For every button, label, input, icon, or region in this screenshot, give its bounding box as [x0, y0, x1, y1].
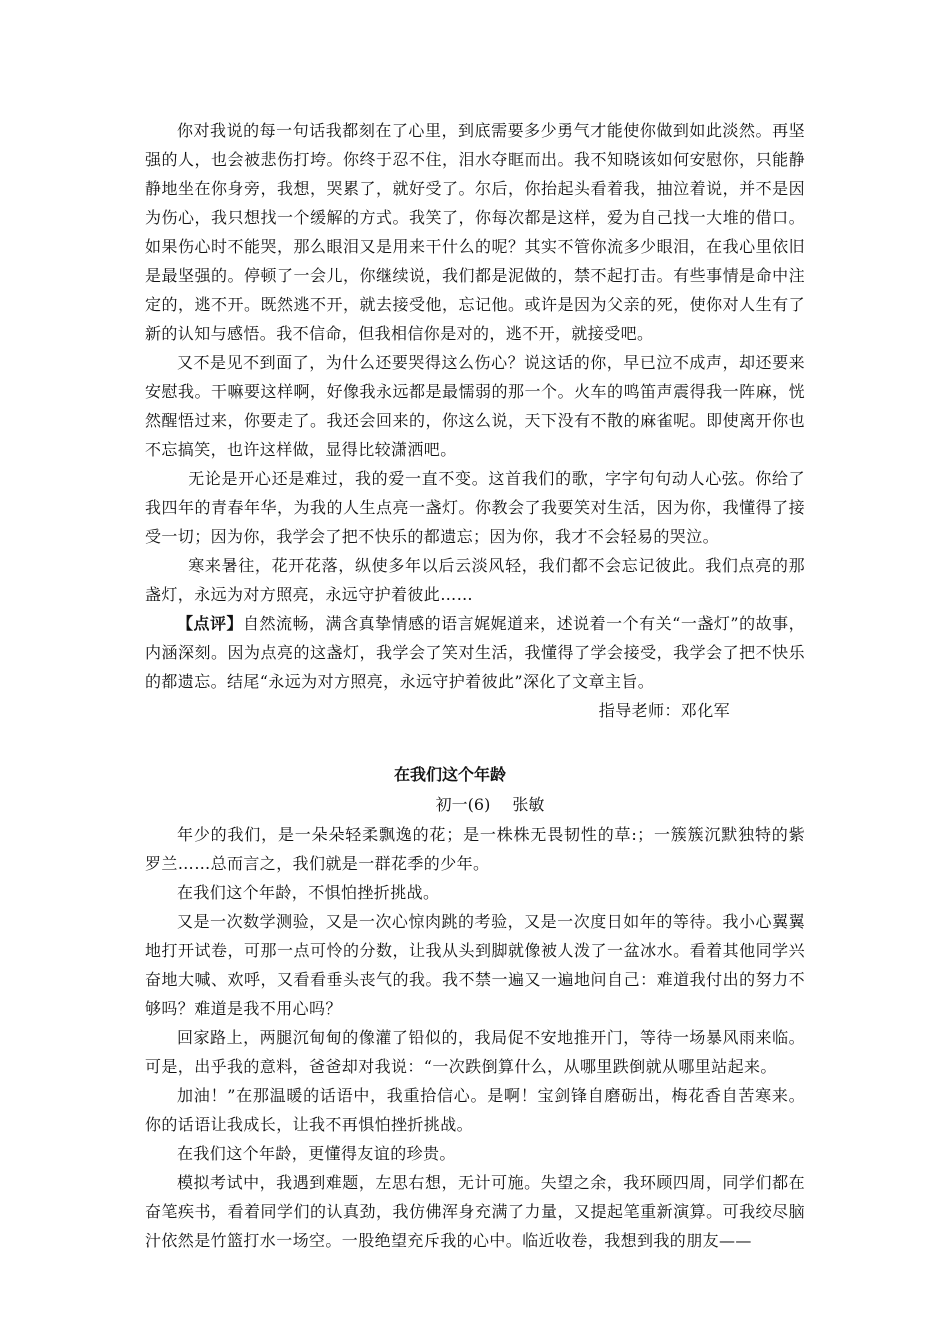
comment-text: 自然流畅，满含真挚情感的语言娓娓道来，述说着一个有关“一盏灯”的故事，内涵深刻。因为点亮的这盏灯，我学会了笑对生活，我懂得了学会接受，我学会了把不快乐的都遗忘。结尾“永远为对方照亮，永远守护着彼此”深化了文章主旨。: [145, 614, 805, 691]
essay1-paragraph: 你对我说的每一句话我都刻在了心里，到底需要多少勇气才能使你做到如此淡然。再坚强的人，也会被悲伤打垮。你终于忍不住，泪水夺眶而出。我不知晓该如何安慰你，只能静静地坐在你身旁，我想，哭累了，就好受了。尔后，你抬起头看着我，抽泣着说，并不是因为伤心，我只想找一个缓解的方式。我笑了，你每次都是这样，爱为自己找一大堆的借口。如果伤心时不能哭，那么眼泪又是用来干什么的呢？其实不管你流多少眼泪，在我心里依旧是最坚强的。停顿了一会儿，你继续说，我们都是泥做的，禁不起打击。有些事情是命中注定的，逃不开。既然逃不开，就去接受他，忘记他。或许是因为父亲的死，使你对人生有了新的认知与感悟。我不信命，但我相信你是对的，逃不开，就接受吧。: [145, 121, 805, 343]
essay2-paragraph: 在我们这个年龄，更懂得友谊的珍贵。: [177, 1144, 456, 1163]
teacher-signature: 指导老师：邓化军: [598, 701, 730, 720]
document-page: [145, 116, 805, 1255]
author-name: 张敏: [512, 795, 545, 814]
essay2-paragraph: 年少的我们，是一朵朵轻柔飘逸的花；是一株株无畏韧性的草:；一簇簇沉默独特的紫罗兰……总而言之，我们就是一群花季的少年。: [145, 825, 805, 873]
essay2-paragraph: 模拟考试中，我遇到难题，左思右想，无计可施。失望之余，我环顾四周，同学们都在奋笔疾书，看着同学们的认真劲，我仿佛浑身充满了力量，又提起笔重新演算。可我绞尽脑汁依然是竹篮打水一场空。一股绝望充斥我的心中。临近收卷，我想到我的朋友——: [145, 1173, 805, 1250]
essay1-paragraph: 又不是见不到面了，为什么还要哭得这么伤心？说这话的你，早已泣不成声，却还要来安慰我。干嘛要这样啊，好像我永远都是最懦弱的那一个。火车的鸣笛声震得我一阵麻，恍然醒悟过来，你要走了。我还会回来的，你这么说，天下没有不散的麻雀呢。即使离开你也不忘搞笑，也许这样做，显得比较潇洒吧。: [145, 353, 805, 459]
essay2-paragraph: 加油！”在那温暖的话语中，我重拾信心。是啊！宝剑锋自磨砺出，梅花香自苦寒来。你的话语让我成长，让我不再惧怕挫折挑战。: [145, 1086, 805, 1134]
essay-title: 在我们这个年龄: [393, 765, 506, 784]
essay2-paragraph: 回家路上，两腿沉甸甸的像灌了铅似的，我局促不安地推开门，等待一场暴风雨来临。可是，出乎我的意料，爸爸却对我说：“一次跌倒算什么，从哪里跌倒就从哪里站起来。: [145, 1028, 805, 1076]
essay1-paragraph: 寒来暑往，花开花落，纵使多年以后云淡风轻，我们都不会忘记彼此。我们点亮的那盏灯，永远为对方照亮，永远守护着彼此……: [145, 556, 805, 604]
section-gap: [145, 725, 805, 760]
essay2-paragraph: 在我们这个年龄，不惧怕挫折挑战。: [177, 883, 440, 902]
essay2-paragraph: 又是一次数学测验，又是一次心惊肉跳的考验，又是一次度日如年的等待。我小心翼翼地打开试卷，可那一点可怜的分数，让我从头到脚就像被人泼了一盆冰水。看着其他同学兴奋地大喊、欢呼，又看看垂头丧气的我。我不禁一遍又一遍地问自己：难道我付出的努力不够吗？难道是我不用心吗？: [145, 912, 805, 1018]
comment-paragraph: [145, 609, 805, 696]
comment-label: 【点评】: [177, 614, 244, 633]
essay1-paragraph: 无论是开心还是难过，我的爱一直不变。这首我们的歌，字字句句动人心弦。你给了我四年的青春年华，为我的人生点亮一盏灯。你教会了我要笑对生活，因为你，我懂得了接受一切；因为你，我学会了把不快乐的都遗忘；因为你，我才不会轻易的哭泣。: [145, 469, 805, 546]
class-name: 初一(6): [435, 795, 491, 814]
essay-byline: [145, 790, 805, 820]
